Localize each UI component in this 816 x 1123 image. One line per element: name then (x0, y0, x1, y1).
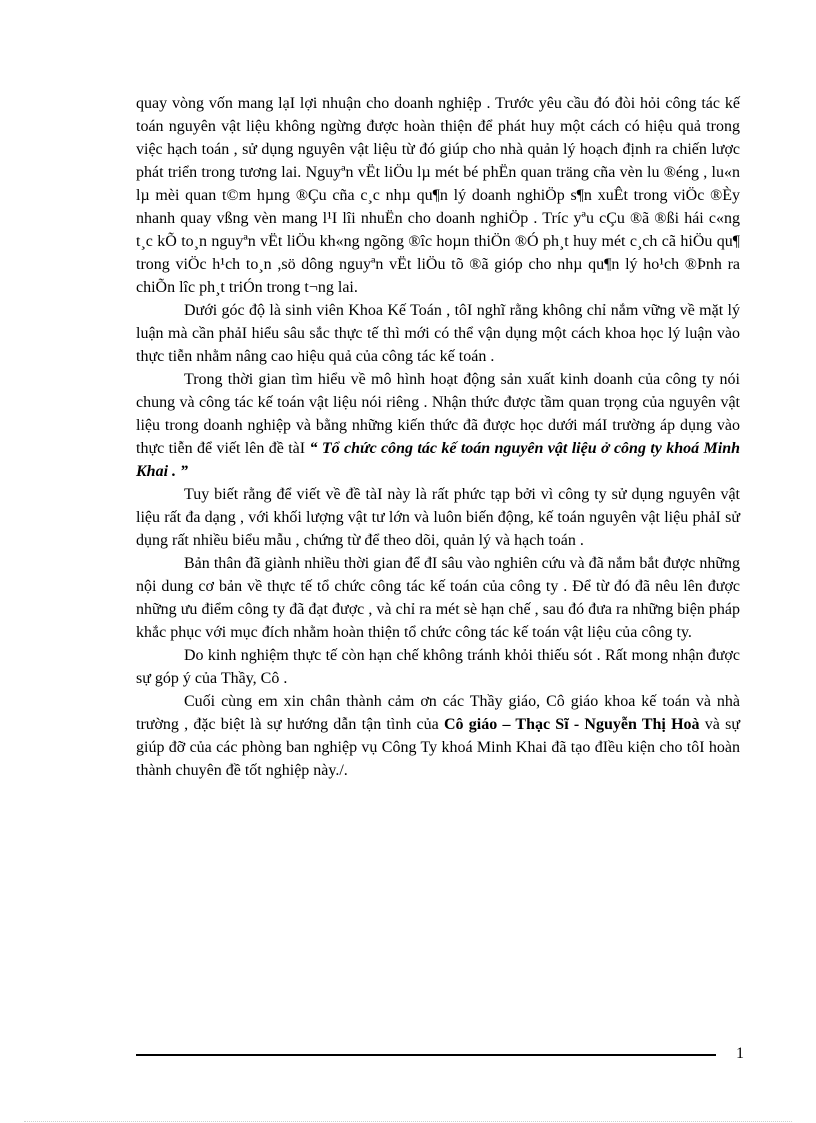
paragraph-text: Trong thời gian tìm hiểu về mô hình hoạt động sản xuất kinh doanh của công ty nói chung và công tác kế toán vật liệu nói riêng . Nhận thức được tầm quan trọng của nguyên vật liệu trong doanh nghiệp và bằng những kiến thức đã được học dưới máI trường áp dụng vào thực tiễn để viết lên đề tàI (136, 371, 740, 457)
paragraph-text: Dưới góc độ là sinh viên Khoa Kế Toán , tôI nghĩ rằng không chỉ nắm vững về mặt lý luận mà cần phảI hiểu sâu sắc thực tế thì mới có thể vận dụng một cách khoa học lý luận vào thực tiễn nhằm nâng cao hiệu quả của công tác kế toán . (136, 302, 740, 365)
paragraph (136, 644, 740, 690)
paragraph (136, 368, 740, 483)
document-body (136, 92, 740, 782)
paragraph (136, 92, 740, 299)
paragraph-text: Tuy biết rằng để viết về đề tàI này là rất phức tạp bởi vì công ty sử dụng nguyên vật liệu rất đa dạng , với khối lượng vật tư lớn và luôn biến động, kế toán nguyên vật liệu phảI sử dụng rất nhiều biểu mẫu , chứng từ để theo dõi, quản lý và hạch toán . (136, 486, 740, 549)
paragraph-text: quay vòng vốn mang lạI lợi nhuận cho doanh nghiệp . Trước yêu cầu đó đòi hỏi công tác kế toán nguyên vật liệu không ngừng được hoàn thiện để phát huy một cách có hiệu quả trong việc hạch toán , sử dụng nguyên vật liệu từ đó giúp cho nhà quản lý hoạch định ra chiến lược phát triển trong tương lai. Nguyªn vËt liÖu lµ mét bé phËn quan träng cña vèn lu ®éng , lu«n lµ mèi quan t©m hµng ®Çu cña c¸c nhµ qu¶n lý doanh nghiÖp s¶n xuÊt trong viÖc ®Èy nhanh quay vßng vèn mang l¹I lîi nhuËn cho doanh nghiÖp . Tríc yªu cÇu ®ã ®ßi hái c«ng t¸c kÕ to¸n nguyªn vËt liÖu kh«ng ngõng ®îc hoµn thiÖn ®Ó ph¸t huy mét c¸ch cã hiÖu qu¶ trong viÖc h¹ch to¸n ,sö dông nguyªn vËt liÖu tõ ®ã gióp cho nhµ qu¶n lý ho¹ch ®Þnh ra chiÕn lîc ph¸t triÓn trong t¬ng lai. (136, 95, 740, 296)
page-number: 1 (736, 1045, 744, 1062)
page-edge-divider (24, 1121, 792, 1122)
paragraph (136, 690, 740, 782)
paragraph-text: Bản thân đã giành nhiều thời gian để đI sâu vào nghiên cứu và đã nắm bắt được những nội dung cơ bản về thực tế tổ chức công tác kế toán của công ty . Để từ đó đã nêu lên được những ưu điểm công ty đã đạt được , và chỉ ra mét sè hạn chế , sau đó đưa ra những biện pháp khắc phục với mục đích nhằm hoàn thiện tổ chức công tác kế toán vật liệu của công ty. (136, 555, 740, 641)
paragraph-text: và sự giúp đỡ của các phòng ban nghiệp vụ Công Ty khoá Minh Khai đã tạo đIều kiện cho tôI hoàn thành chuyên đề tốt nghiệp này./. (136, 716, 740, 779)
emphasis-text: Cô giáo – Thạc Sĩ - Nguyễn Thị Hoà (443, 716, 700, 733)
paragraph (136, 552, 740, 644)
paragraph-text: Do kinh nghiệm thực tế còn hạn chế không tránh khỏi thiếu sót . Rất mong nhận được sự góp ý của Thầy, Cô . (136, 647, 740, 687)
paragraph (136, 299, 740, 368)
paragraph (136, 483, 740, 552)
emphasis-text: “ Tổ chức công tác kế toán nguyên vật liệu ở công ty khoá Minh Khai . ” (136, 440, 740, 480)
paragraph-text: Cuối cùng em xin chân thành cảm ơn các Thầy giáo, Cô giáo khoa kế toán và nhà trường , đặc biệt là sự hướng dẫn tận tình của (136, 693, 740, 733)
footer-rule (136, 1054, 716, 1056)
